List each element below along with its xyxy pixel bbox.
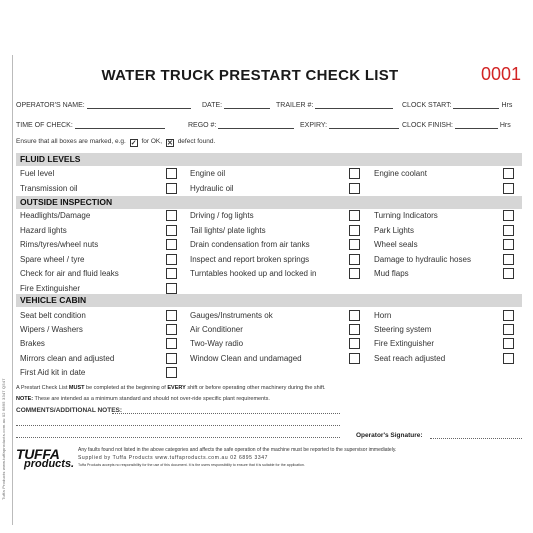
cabin-checkbox[interactable]	[166, 310, 177, 321]
cabin-item-label: Seat belt condition	[20, 311, 86, 320]
cabin-checkbox[interactable]	[166, 367, 177, 378]
cabin-item-label: First Aid kit in date	[20, 367, 86, 377]
section-outside-inspection-title: OUTSIDE INSPECTION	[20, 197, 113, 207]
instructions-text-2: for OK,	[141, 138, 163, 145]
cabin-item-label: Brakes	[20, 339, 45, 349]
logo-line-2: products.	[24, 458, 75, 470]
trailer-line[interactable]	[315, 101, 393, 109]
clock-start-label: CLOCK START:	[402, 102, 452, 109]
date-line[interactable]	[224, 101, 270, 109]
hrs-label-2: Hrs	[499, 122, 511, 129]
footer-fault-notice: Any faults found not listed in the above categories and affects the safe operation of the machine must be reported to the supervisor immediately.	[78, 447, 397, 453]
clock-start-field[interactable]	[402, 101, 512, 109]
cabin-checkbox[interactable]	[503, 353, 514, 364]
tuffa-logo	[16, 446, 74, 470]
cabin-item-label: Wipers / Washers	[20, 325, 83, 335]
comments-line-1[interactable]	[112, 413, 340, 414]
comments-line-2[interactable]	[16, 425, 340, 426]
time-of-check-label: TIME OF CHECK:	[16, 122, 73, 129]
cabin-item-label: Mirrors clean and adjusted	[20, 353, 115, 363]
outside-checkbox[interactable]	[503, 254, 514, 265]
outside-checkbox[interactable]	[349, 254, 360, 265]
comments-label: COMMENTS/ADDITIONAL NOTES:	[16, 407, 123, 414]
outside-item-label: Check for air and fluid leaks	[20, 269, 119, 278]
outside-checkbox[interactable]	[166, 239, 177, 250]
cabin-item-label: Steering system	[374, 325, 432, 335]
note-every: EVERY	[167, 385, 186, 391]
cabin-item-label: Gauges/Instruments ok	[190, 311, 273, 320]
section-vehicle-cabin-title: VEHICLE CABIN	[20, 295, 87, 305]
cabin-checkbox[interactable]	[503, 324, 514, 335]
cross-mark-icon: ✕	[166, 140, 173, 147]
outside-checkbox[interactable]	[166, 283, 177, 294]
prestart-requirement-note	[16, 385, 326, 391]
serial-number: 0001	[481, 64, 522, 84]
ok-example-box	[130, 139, 138, 147]
fluid-item-label: Hydraulic oil	[190, 183, 234, 193]
outside-item-label: Wheel seals	[374, 240, 418, 249]
cabin-checkbox[interactable]	[349, 338, 360, 349]
defect-example-box	[166, 139, 174, 147]
instructions-text-1: Ensure that all boxes are marked, e.g.	[16, 138, 126, 145]
side-print-code: Tuffa Products www.tuffaproducts.com.au 02 6895 3347 Q547	[1, 378, 6, 500]
cabin-item-label: Horn	[374, 311, 392, 320]
outside-item-label: Tail lights/ plate lights	[190, 225, 266, 235]
outside-checkbox[interactable]	[349, 210, 360, 221]
outside-item-label: Rims/tyres/wheel nuts	[20, 240, 99, 249]
hrs-label-1: Hrs	[501, 102, 513, 109]
check-mark-icon: ✓	[130, 140, 137, 147]
cabin-item-label: Window Clean and undamaged	[190, 353, 302, 363]
cabin-checkbox[interactable]	[349, 324, 360, 335]
form-title: WATER TRUCK PRESTART CHECK LIST	[101, 67, 399, 84]
fluid-checkbox[interactable]	[349, 168, 360, 179]
cabin-item-label: Two-Way radio	[190, 339, 244, 349]
outside-item-label: Inspect and report broken springs	[190, 254, 310, 264]
outside-checkbox[interactable]	[503, 225, 514, 236]
outside-item-label: Fire Extinguisher	[20, 283, 81, 293]
note-text: These are intended as a minimum standard and should not over-ride specific plant requirements.	[33, 396, 270, 402]
date-label: DATE:	[202, 102, 223, 109]
rego-field[interactable]	[188, 121, 294, 129]
fluid-item-label: Fuel level	[20, 169, 55, 178]
instructions-line	[16, 138, 215, 147]
outside-checkbox[interactable]	[349, 239, 360, 250]
note-text-b: be completed at the beginning of	[84, 385, 168, 391]
cabin-item-label: Seat reach adjusted	[374, 353, 446, 363]
comments-line-3[interactable]	[16, 437, 340, 438]
fluid-item-label: Engine coolant	[374, 169, 427, 178]
minimum-standard-note	[16, 396, 270, 402]
fluid-item-label: Engine oil	[190, 169, 226, 178]
section-fluid-levels	[16, 153, 522, 166]
outside-item-label: Turning Indicators	[374, 211, 438, 220]
date-field[interactable]	[202, 101, 270, 109]
outside-checkbox[interactable]	[503, 210, 514, 221]
outside-item-label: Damage to hydraulic hoses	[374, 254, 471, 264]
fluid-item-label: Transmission oil	[20, 183, 78, 193]
note-text-c: shift or before operating other machinery during the shift.	[185, 385, 326, 391]
cabin-checkbox[interactable]	[503, 338, 514, 349]
note-must: MUST	[68, 385, 85, 391]
trailer-label: TRAILER #:	[276, 102, 314, 109]
footer-disclaimer: Tuffa Products accepts no responsibility for the use of this document. It is the users responsibility to ensure that it is suitable for the application.	[78, 463, 305, 467]
outside-checkbox[interactable]	[166, 254, 177, 265]
cabin-item-label: Fire Extinguisher	[374, 339, 435, 349]
note-label: NOTE:	[16, 396, 34, 402]
clock-start-line[interactable]	[453, 101, 499, 109]
time-of-check-field[interactable]	[16, 121, 165, 129]
field-row-1	[16, 101, 527, 111]
outside-item-label: Drain condensation from air tanks	[190, 240, 310, 249]
footer-supplier: Supplied by Tuffa Products www.tuffaproducts.com.au 02 6895 3347	[78, 455, 268, 461]
outside-item-label: Driving / fog lights	[190, 211, 254, 220]
rego-line[interactable]	[218, 121, 294, 129]
outside-item-label: Spare wheel / tyre	[20, 254, 85, 264]
operators-name-label: OPERATOR'S NAME:	[16, 102, 85, 109]
outside-checkbox[interactable]	[349, 225, 360, 236]
outside-checkbox[interactable]	[166, 210, 177, 221]
expiry-label: EXPIRY:	[300, 122, 328, 129]
cabin-checkbox[interactable]	[166, 324, 177, 335]
clock-finish-field[interactable]	[402, 121, 511, 129]
outside-item-label: Hazard lights	[20, 225, 67, 235]
outside-checkbox[interactable]	[503, 268, 514, 279]
operator-signature-line[interactable]	[430, 438, 522, 439]
section-outside-inspection	[16, 196, 522, 209]
logo-line-1: TUFFA	[16, 446, 60, 462]
clock-finish-label: CLOCK FINISH:	[402, 122, 453, 129]
fluid-checkbox[interactable]	[503, 168, 514, 179]
left-margin-rule	[12, 55, 13, 525]
rego-label: REGO #:	[188, 122, 217, 129]
note-text-a: A Prestart Check List	[16, 385, 69, 391]
cabin-item-label: Air Conditioner	[190, 325, 243, 335]
outside-item-label: Headlights/Damage	[20, 211, 91, 220]
outside-item-label: Park Lights	[374, 225, 415, 235]
outside-checkbox[interactable]	[166, 225, 177, 236]
operator-signature-label: Operator's Signature:	[356, 432, 423, 439]
outside-checkbox[interactable]	[349, 268, 360, 279]
instructions-text-3: defect found.	[177, 138, 216, 145]
expiry-line[interactable]	[329, 121, 399, 129]
outside-item-label: Mud flaps	[374, 269, 409, 278]
cabin-checkbox[interactable]	[503, 310, 514, 321]
cabin-checkbox[interactable]	[349, 353, 360, 364]
expiry-field[interactable]	[300, 121, 399, 129]
clock-finish-line[interactable]	[455, 121, 498, 129]
outside-item-label: Turntables hooked up and locked in	[190, 269, 317, 278]
section-vehicle-cabin	[16, 294, 522, 307]
fluid-checkbox[interactable]	[349, 183, 360, 194]
trailer-field[interactable]	[276, 101, 393, 109]
cabin-checkbox[interactable]	[166, 353, 177, 364]
time-of-check-line[interactable]	[75, 121, 165, 129]
fluid-checkbox[interactable]	[503, 183, 514, 194]
outside-checkbox[interactable]	[166, 268, 177, 279]
fluid-checkbox[interactable]	[166, 168, 177, 179]
operators-name-field[interactable]	[16, 101, 191, 109]
section-fluid-levels-title: FLUID LEVELS	[20, 154, 81, 164]
cabin-checkbox[interactable]	[166, 338, 177, 349]
field-row-2	[16, 121, 527, 131]
cabin-checkbox[interactable]	[349, 310, 360, 321]
outside-checkbox[interactable]	[503, 239, 514, 250]
fluid-checkbox[interactable]	[166, 183, 177, 194]
operators-name-line[interactable]	[87, 101, 191, 109]
